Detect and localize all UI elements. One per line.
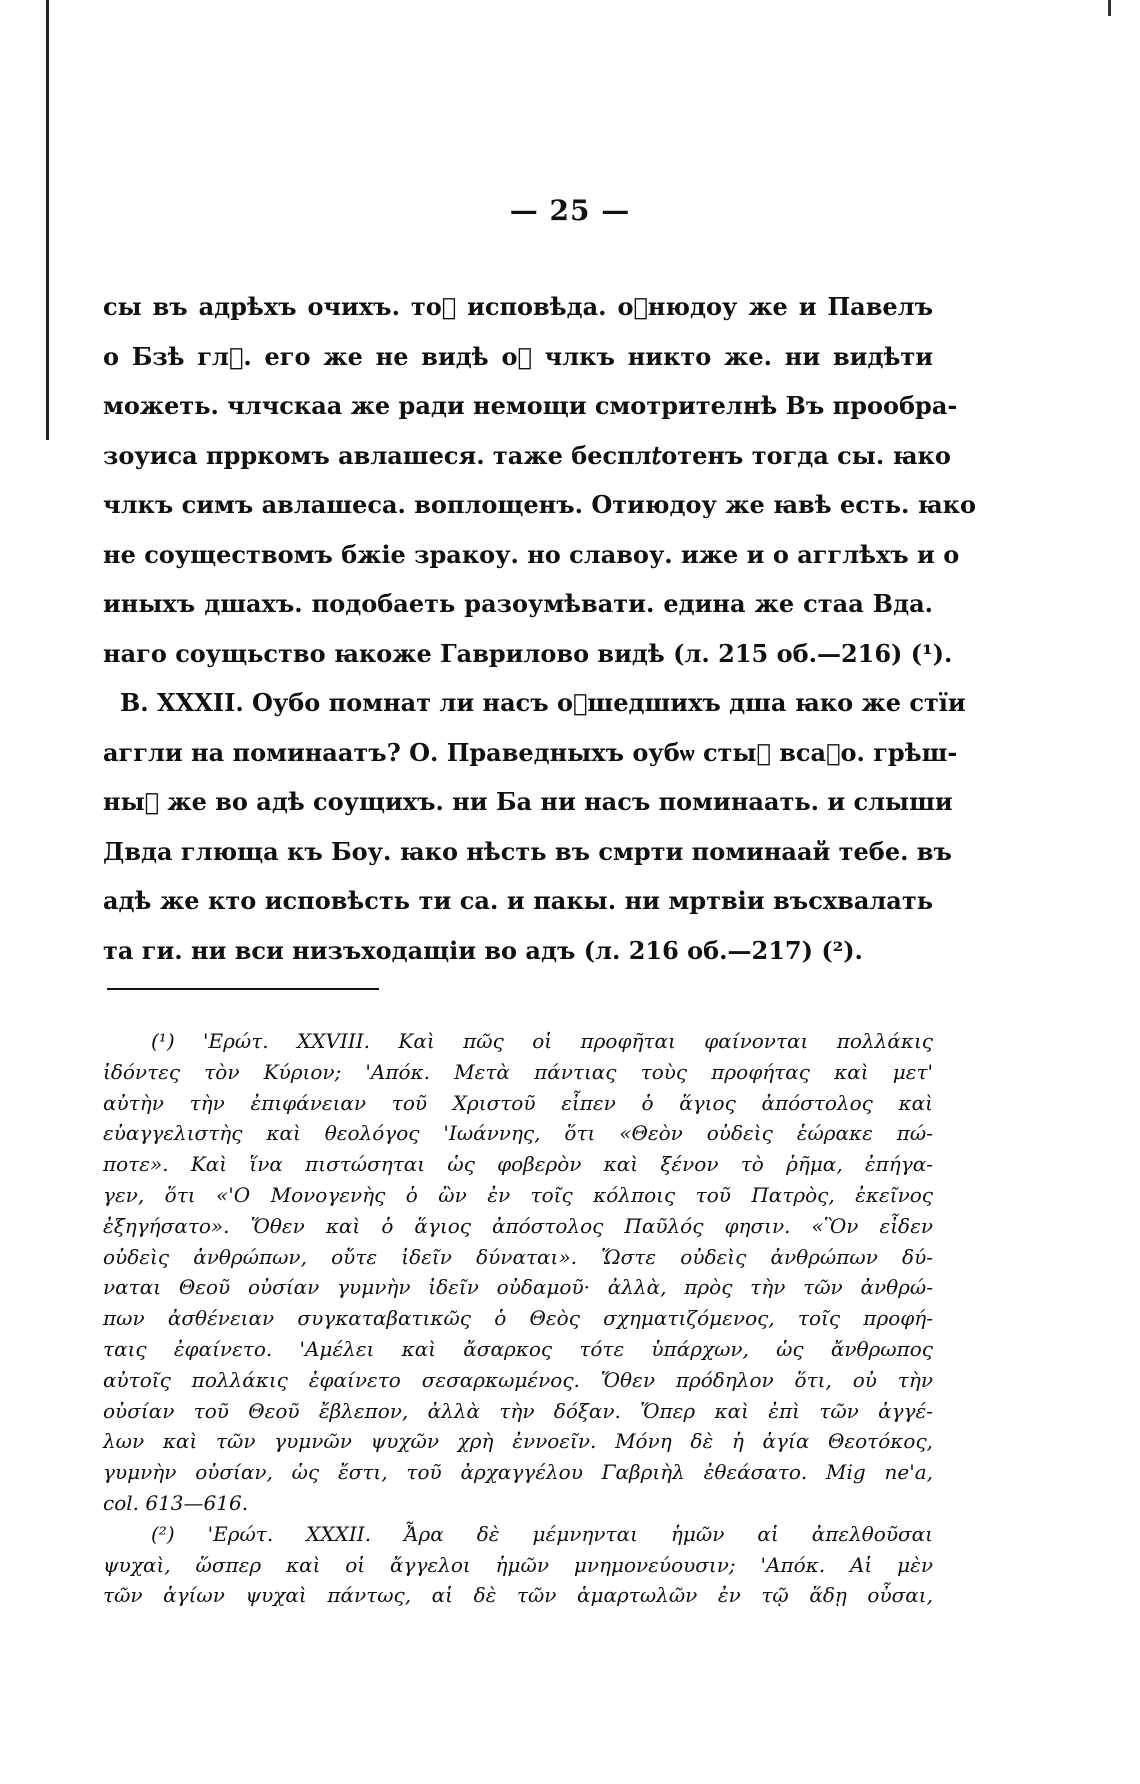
text-line: сы въ адрѣхъ очихъ. тоⷤ исповѣда. оⷮнюдоу же и Павелъ [103, 292, 933, 321]
footnote-line: τῶν ἁγίων ψυχαὶ πάντως, αἱ δὲ τῶν ἁμαρτωλῶν ἐν τῷ ἅδῃ οὖσαι, [103, 1583, 933, 1608]
text-line: Двда глюща къ Боу. ꙗко нѣсть въ смрти поминаай тебе. въ [103, 836, 952, 866]
footnote-line: ἰδόντες τὸν Κύριον; 'Απόκ. Μετὰ πάντιας τοὺς προφήτας καὶ μετ' [103, 1059, 933, 1084]
text-line: В. XXXII. Оубо помнат ли насъ оⷮшедшихъ дша ꙗко же стїи [120, 688, 966, 717]
main-text [103, 282, 976, 975]
footnote-line: γυμνὴν οὐσίαν, ὡς ἔστι, τοῦ ἀρχαγγέλου Γαβριὴλ ἐθεάσατο. Mig ne'a, [103, 1460, 933, 1485]
footnote-line: ναται Θεοῦ οὐσίαν γυμνὴν ἰδεῖν οὐδαμοῦ· ἀλλὰ, πρὸς τὴν τῶν ἀνθρώ- [103, 1275, 933, 1300]
page-number: — 25 — [509, 194, 631, 227]
footnote-divider [107, 988, 379, 990]
footnote-line: ποτε». Καὶ ἵνα πιστώσηται ὡς φοβερὸν καὶ ξένον τὸ ῥῆμα, ἐπήγα- [103, 1152, 933, 1177]
page-edge-top [1108, 0, 1111, 16]
footnote-line: γεν, ὅτι «'Ο Μονογενὴς ὁ ὢν ἐν τοῖς κόλποις τοῦ Πατρὸς, ἐκεῖνος [103, 1182, 933, 1207]
text-line: ныⷯ же во адѣ соущихъ. ни Ба ни насъ поминаать. и слыши [103, 787, 953, 816]
text-line: наго соущьство ꙗкоже Гаврилово видѣ (л. 215 об.—216) (¹). [103, 638, 953, 668]
text-line: о Бзѣ глⷢ. его же не видѣ оⷮ члкъ никто же. ни видѣти [103, 341, 933, 371]
footnote-line: πων ἀσθένειαν συγκαταβατικῶς ὁ Θεὸς σχηματιζόμενος, τοῖς προφή- [103, 1306, 933, 1331]
text-line: можеть. члчскаа же ради немощи смотрителнѣ Въ прообра- [103, 391, 958, 420]
text-line: иныхъ дшахъ. подобаеть разоумѣвати. едина же стаа Вда. [103, 589, 933, 618]
footnote-line: οὐσίαν τοῦ Θεοῦ ἔβλεπον, ἀλλὰ τὴν δόξαν. Ὅπερ καὶ ἐπὶ τῶν ἀγγέ- [103, 1398, 933, 1423]
footnotes [103, 1026, 933, 1611]
text-line: адѣ же кто исповѣсть ти са. и пакы. ни мртвіи въсхвалать [103, 886, 933, 915]
footnote-line: ἐξηγήσατο». Ὅθεν καὶ ὁ ἅγιος ἀπόστολος Παῦλός φησιν. «Ὃν εἶδεν [103, 1213, 933, 1238]
text-line: та ги. ни вси низъходащіи во адъ (л. 216 об.—217) (²). [103, 935, 863, 965]
footnote-line: ταις ἐφαίνετο. 'Αμέλει καὶ ἄσαρκος τότε ὑπάρχων, ὡς ἄνθρωπος [103, 1336, 933, 1361]
footnote-line: εὐαγγελιστὴς καὶ θεολόγος 'Ιωάννης, ὅτι «Θεὸν οὐδεὶς ἑώρακε πώ- [103, 1121, 933, 1146]
footnote-line: (²) 'Ερώτ. XXXII. Ἆρα δὲ μέμνηνται ἡμῶν αἱ ἀπελθοῦσαι [151, 1521, 933, 1546]
text-line: не соуществомъ бжіе зракоу. но славоу. иже и о агглѣхъ и о [103, 539, 960, 569]
footnote-line: ψυχαὶ, ὥσπερ καὶ οἱ ἄγγελοι ἡμῶν μνημονεύουσιν; 'Απόκ. Αἱ μὲν [103, 1552, 933, 1577]
text-line: аггли на поминаатъ? О. Праведныхъ оубѡ стыⷯ всаⷦо. грѣш- [103, 737, 958, 767]
text-line: зоуиса прркомъ авлашеся. таже беспл𝑡отенъ тогда сы. ꙗко [103, 440, 951, 470]
footnote-line: αὐτοῖς πολλάκις ἐφαίνετο σεσαρκωμένος. Ὅθεν πρόδηλον ὅτι, οὐ τὴν [103, 1367, 933, 1392]
text-line: члкъ симъ авлашеса. воплощенъ. Отиюдоу же ꙗвѣ есть. ꙗко [103, 490, 976, 519]
footnote-line: αὐτὴν τὴν ἐπιφάνειαν τοῦ Χριστοῦ εἶπεν ὁ ἅγιος ἀπόστολος καὶ [103, 1090, 933, 1115]
footnote-line: λων καὶ τῶν γυμνῶν ψυχῶν χρὴ ἐννοεῖν. Μόνη δὲ ἡ ἁγία Θεοτόκος, [103, 1429, 933, 1454]
footnote-line: (¹) 'Ερώτ. XXVIII. Καὶ πῶς οἱ προφῆται φαίνονται πολλάκις [151, 1029, 933, 1053]
footnote-line: col. 613—616. [103, 1490, 249, 1515]
footnote-line: οὐδεὶς ἀνθρώπων, οὔτε ἰδεῖν δύναται». Ὥστε οὐδεὶς ἀνθρώπων δύ- [103, 1244, 933, 1269]
